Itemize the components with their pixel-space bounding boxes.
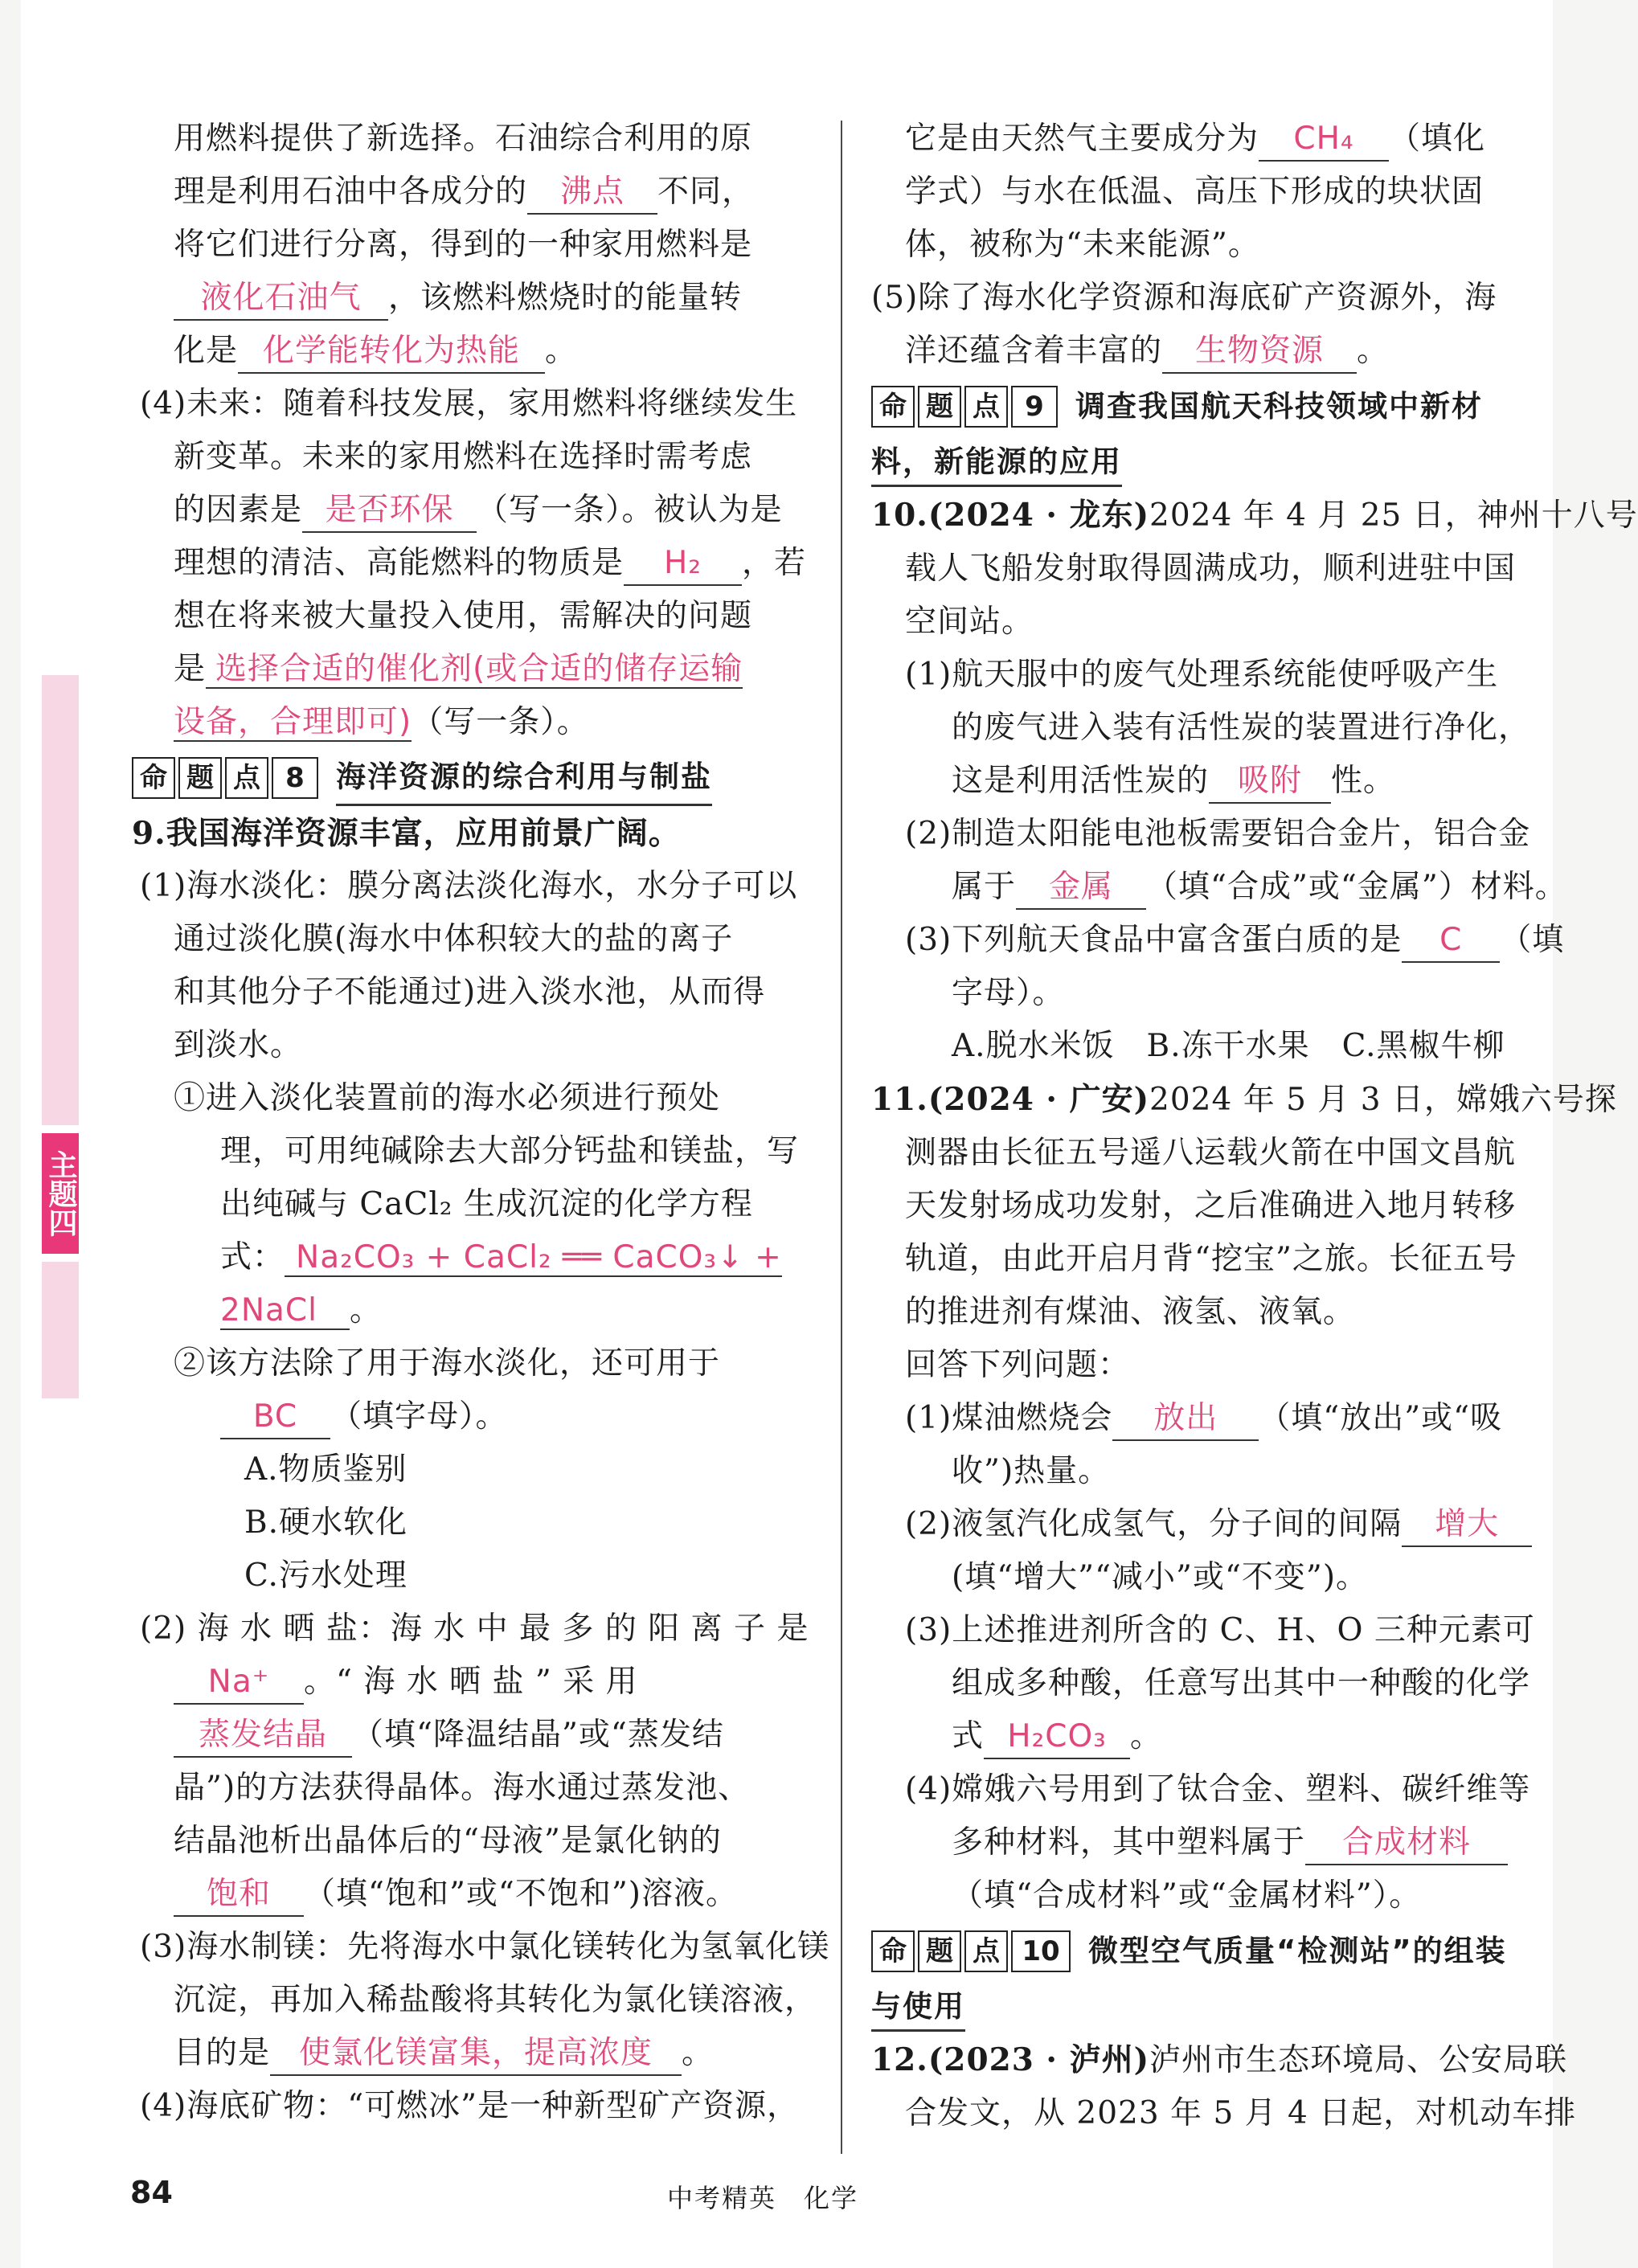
text-line: 载人飞船发射取得圆满成功，顺利进驻中国	[905, 551, 1517, 587]
text-line: Na⁺ 。“ 海 水 晒 盐 ” 采 用	[140, 1656, 803, 1709]
text-line: 目的是 使氯化镁富集，提高浓度 。	[140, 2027, 803, 2080]
page-number: 84	[130, 2175, 173, 2210]
topic-title-cont: 与使用	[871, 1980, 1538, 2033]
text-line: (5)除了海水化学资源和海底矿产资源外，海	[871, 280, 1497, 316]
answer-blank: 合成材料	[1305, 1822, 1508, 1865]
answer-text: 选择合适的催化剂(或合适的储存运输	[206, 651, 743, 689]
text-line: ②该方法除了用于海水淡化，还可用于	[174, 1345, 721, 1382]
text-line: 理想的清洁、高能燃料的物质是 H₂ ，若	[140, 537, 803, 590]
answer-blank: Na⁺	[174, 1661, 304, 1705]
text-line: 学式）与水在低温、高压下形成的块状固	[905, 174, 1484, 210]
topic-title: 微型空气质量“检测站”的组装	[1088, 1934, 1507, 1968]
answer-blank: H₂	[624, 542, 742, 586]
text-line: 天发射场成功发射，之后准确进入地月转移	[905, 1188, 1517, 1224]
answer-blank: 生物资源	[1162, 330, 1357, 374]
text-line: (3)下列航天食品中富含蛋白质的是 C （填	[871, 914, 1538, 967]
text-line: (1)航天服中的废气处理系统能使呼吸产生	[905, 657, 1499, 693]
answer-blank: 放出	[1112, 1398, 1259, 1441]
text-line: BC （填字母）。	[140, 1390, 803, 1443]
answer-blank: C	[1402, 919, 1500, 963]
text-line: (3)上述推进剂所含的 C、H、O 三种元素可	[905, 1612, 1535, 1648]
text-line: 通过淡化膜(海水中体积较大的盐的离子	[174, 921, 734, 957]
answer-equation: 2NaCl	[220, 1292, 350, 1330]
text-line: 设备，合理即可)（写一条）。	[174, 704, 589, 740]
text-line: 结晶池析出晶体后的“母液”是氯化钠的	[174, 1823, 722, 1859]
question-10: 10.(2024 · 龙东)2024 年 4 月 25 日，神州十八号	[871, 497, 1638, 534]
topic-heading-10: 命 题 点 10 微型空气质量“检测站”的组装	[871, 1927, 1538, 1975]
text-line: (1)煤油燃烧会 放出 （填“放出”或“吸	[871, 1392, 1538, 1445]
answer-blank: 化学能转化为热能	[238, 330, 545, 374]
text-line: 晶”)的方法获得晶体。海水通过蒸发池、	[174, 1770, 751, 1806]
text-line: (2)制造太阳能电池板需要铝合金片，铝合金	[905, 816, 1531, 852]
text-line: 的推进剂有煤油、液氢、液氧。	[905, 1294, 1356, 1330]
topic-heading-8: 命 题 点 8 海洋资源的综合利用与制盐	[132, 754, 803, 802]
topic-title: 海洋资源的综合利用与制盐	[336, 751, 712, 806]
question-9: 9.我国海洋资源丰富，应用前景广阔。	[132, 815, 681, 852]
text-line: 沉淀，再加入稀盐酸将其转化为氯化镁溶液，	[174, 1982, 817, 2018]
answer-blank: 增大	[1402, 1504, 1532, 1547]
column-divider	[841, 121, 842, 2154]
text-line: 字母）。	[952, 975, 1065, 1011]
answer-text: 设备，合理即可)	[174, 704, 412, 740]
text-line: 测器由长征五号遥八运载火箭在中国文昌航	[905, 1135, 1517, 1171]
page-footer	[0, 2170, 1570, 2218]
text-line: 多种材料，其中塑料属于 合成材料	[871, 1816, 1538, 1869]
text-line: 和其他分子不能通过)进入淡水池，从而得	[174, 974, 766, 1010]
answer-blank: 液化石油气	[174, 277, 388, 321]
text-line: 回答下列问题：	[905, 1347, 1131, 1383]
text-line: (3)海水制镁：先将海水中氯化镁转化为氢氧化镁	[140, 1929, 830, 1965]
text-line: (4)嫦娥六号用到了钛合金、塑料、碳纤维等	[905, 1771, 1531, 1807]
text-line: 到淡水。	[174, 1027, 303, 1063]
text-line: (填“增大”“减小”或“不变”)。	[952, 1559, 1369, 1595]
question-12: 12.(2023 · 泸州)泸州市生态环境局、公安局联	[871, 2041, 1568, 2078]
option: B.硬水软化	[244, 1504, 408, 1541]
answer-blank: 金属	[1016, 866, 1146, 910]
answer-equation: Na₂CO₃ + CaCl₂ ══ CaCO₃↓ +	[285, 1239, 782, 1277]
text-line: 化是 化学能转化为热能 。	[140, 325, 803, 378]
text-line: 2NaCl 。	[220, 1292, 382, 1328]
text-line: 液化石油气 ，该燃料燃烧时的能量转	[140, 272, 803, 325]
text-line: 收”)热量。	[952, 1453, 1111, 1489]
text-line: (2)液氢汽化成氢气，分子间的间隔 增大	[871, 1498, 1538, 1551]
text-line: 想在将来被大量投入使用，需解决的问题	[174, 598, 753, 634]
answer-blank: CH₄	[1259, 118, 1389, 162]
text-line: 组成多种酸，任意写出其中一种酸的化学	[952, 1665, 1531, 1701]
text-line: 用燃料提供了新选择。石油综合利用的原	[174, 121, 753, 157]
option: A.物质鉴别	[244, 1451, 407, 1488]
text-line: 将它们进行分离，得到的一种家用燃料是	[174, 227, 753, 263]
topic-heading-9: 命 题 点 9 调查我国航天科技领域中新材	[871, 383, 1538, 431]
side-decoration	[42, 675, 79, 1125]
text-line: （填“合成材料”或“金属材料”）。	[952, 1877, 1422, 1914]
text-line: 合发文，从 2023 年 5 月 4 日起，对机动车排	[905, 2095, 1577, 2131]
section-tab: 主题四	[42, 1133, 79, 1254]
text-line: 理是利用石油中各成分的 沸点 不同，	[140, 166, 803, 219]
text-line: 空间站。	[905, 604, 1034, 640]
answer-blank: 蒸发结晶	[174, 1714, 352, 1758]
text-line: 式： Na₂CO₃ + CaCl₂ ══ CaCO₃↓ +	[220, 1239, 782, 1275]
answer-blank: 饱和	[174, 1873, 304, 1917]
text-line: (1)海水淡化：膜分离法淡化海水，水分子可以	[140, 868, 798, 904]
text-line: 这是利用活性炭的 吸附 性。	[871, 755, 1538, 808]
text-line: (2) 海 水 晒 盐：海 水 中 最 多 的 阳 离 子 是	[140, 1611, 809, 1647]
text-line: 新变革。未来的家用燃料在选择时需考虑	[174, 439, 753, 475]
options: A.脱水米饭 B.冻干水果 C.黑椒牛柳	[952, 1028, 1505, 1064]
text-line: 式 H₂CO₃ 。	[871, 1710, 1538, 1763]
answer-blank: H₂CO₃	[984, 1716, 1130, 1759]
text-line: 出纯碱与 CaCl₂ 生成沉淀的化学方程	[220, 1186, 753, 1222]
text-line: (4)海底矿物：“可燃冰”是一种新型矿产资源，	[140, 2088, 800, 2124]
text-line: 是 选择合适的催化剂(或合适的储存运输	[174, 651, 743, 687]
text-line: 洋还蕴含着丰富的 生物资源 。	[871, 325, 1538, 378]
page	[21, 0, 1638, 2268]
question-part-4: (4)未来：随着科技发展，家用燃料将继续发生	[140, 386, 798, 422]
side-decoration-lower	[42, 1262, 79, 1398]
answer-blank: 吸附	[1209, 760, 1331, 804]
answer-blank: BC	[220, 1396, 330, 1439]
text-line: 它是由天然气主要成分为 CH₄ （填化	[871, 113, 1538, 166]
text-line: 理，可用纯碱除去大部分钙盐和镁盐，写	[220, 1133, 800, 1169]
text-line: 蒸发结晶 （填“降温结晶”或“蒸发结	[140, 1709, 803, 1762]
text-line: 轨道，由此开启月背“挖宝”之旅。长征五号	[905, 1241, 1517, 1277]
question-11: 11.(2024 · 广安)2024 年 5 月 3 日，嫦娥六号探	[871, 1081, 1617, 1118]
book-title: 中考精英 化学	[667, 2183, 859, 2213]
text-line: 饱和 （填“饱和”或“不饱和”)溶液。	[140, 1868, 803, 1921]
option: C.污水处理	[244, 1558, 407, 1594]
text-line: 的废气进入装有活性炭的装置进行净化，	[952, 710, 1531, 746]
answer-blank: 是否环保	[302, 489, 477, 533]
topic-title-cont: 料，新能源的应用	[871, 436, 1538, 489]
text-line: 的因素是 是否环保 （写一条）。被认为是	[140, 484, 803, 537]
answer-blank: 使氯化镁富集，提高浓度	[270, 2033, 682, 2076]
left-column	[132, 113, 830, 2133]
answer-blank: 沸点	[527, 171, 657, 215]
text-line: ①进入淡化装置前的海水必须进行预处	[174, 1080, 721, 1116]
right-column	[871, 113, 1638, 2140]
topic-title: 调查我国航天科技领域中新材	[1075, 389, 1483, 424]
text-line: 属于 金属 （填“合成”或“金属”）材料。	[871, 861, 1538, 914]
text-line: 体，被称为“未来能源”。	[905, 227, 1260, 263]
